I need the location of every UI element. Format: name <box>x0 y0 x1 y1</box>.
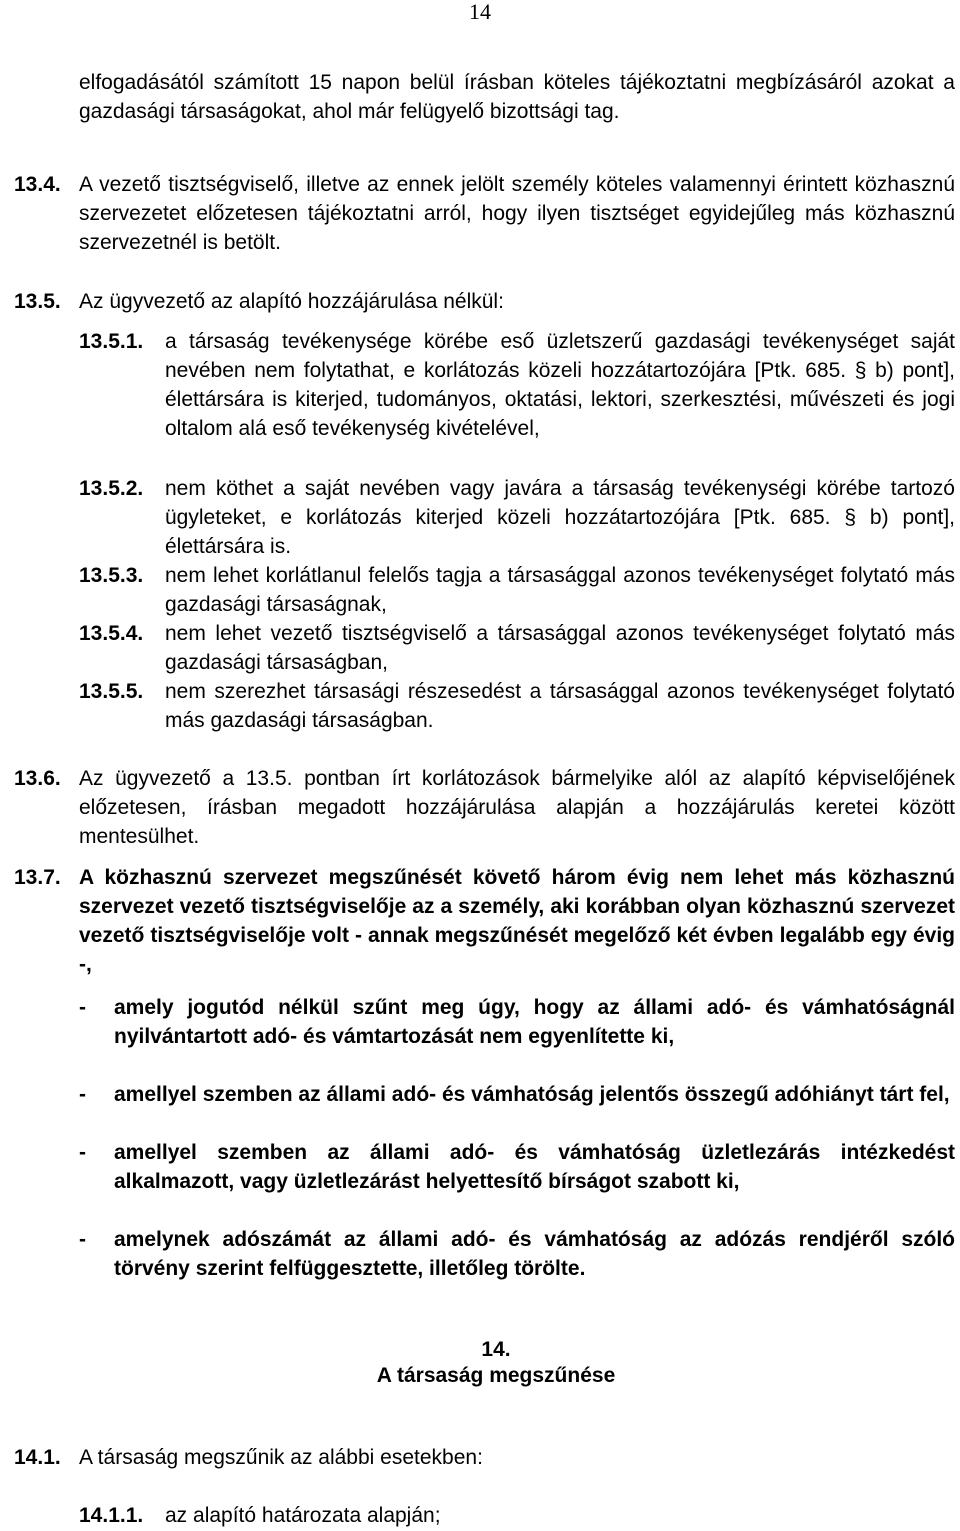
item-13-5-4-text: nem lehet vezető tisztségviselő a társasággal azonos tevékenységet folytató más gazdasági társaságban, <box>165 622 955 674</box>
list-dash: - <box>79 1228 86 1251</box>
chapter-number: 14. <box>481 1338 511 1361</box>
item-13-5-2-text: nem köthet a saját nevében vagy javára a társaság tevékenységi körébe tartozó ügyleteket, e korlátozás kiterjed közeli hozzátartozójára [Ptk. 685. § b) pont], élettársára is. <box>165 477 955 558</box>
item-13-5-1-number: 13.5.1. <box>79 330 144 353</box>
list-dash: - <box>79 996 86 1019</box>
section-13-4-number: 13.4. <box>14 173 61 196</box>
section-14-1-number: 14.1. <box>14 1446 61 1469</box>
item-13-5-1-text: a társaság tevékenysége körébe eső üzletszerű gazdasági tevékenységet saját nevében nem folytathat, e korlátozás közeli hozzátartozójára [Ptk. 685. § b) pont], élettársára is kiterjed, tudományos, oktatási, lektori, szerkesztési, művészeti és jogi oltalom alá eső tevékenység kivételével, <box>165 330 955 440</box>
item-13-5-3-number: 13.5.3. <box>79 564 144 587</box>
section-14-1-text: A társaság megszűnik az alábbi esetekben: <box>79 1446 483 1469</box>
list-dash: - <box>79 1141 86 1164</box>
list-item: amellyel szemben az állami adó- és vámhatóság üzletlezárás intézkedést alkalmazott, vagy üzletlezárást helyettesítő bírságot szabott ki, <box>114 1141 955 1193</box>
page-number: 14 <box>469 0 491 24</box>
section-13-7-number: 13.7. <box>14 866 61 889</box>
section-13-5-number: 13.5. <box>14 290 61 313</box>
list-dash: - <box>79 1083 86 1106</box>
list-item: amelynek adószámát az állami adó- és vámhatóság az adózás rendjéről szóló törvény szerint felfüggesztette, illetőleg törölte. <box>114 1228 955 1280</box>
item-13-5-4-number: 13.5.4. <box>79 622 144 645</box>
section-13-6-number: 13.6. <box>14 767 61 790</box>
chapter-title: A társaság megszűnése <box>376 1364 616 1387</box>
item-14-1-1-number: 14.1.1. <box>79 1504 144 1527</box>
item-13-5-5-number: 13.5.5. <box>79 680 144 703</box>
section-13-4-text: A vezető tisztségviselő, illetve az ennek jelölt személy köteles valamennyi érintett közhasznú szervezetet előzetesen tájékoztatni arról, hogy ilyen tisztséget egyidejűleg más közhasznú szervezetnél is betölt. <box>79 173 955 254</box>
item-14-1-1-text: az alapító határozata alapján; <box>165 1504 441 1527</box>
section-13-6-text: Az ügyvezető a 13.5. pontban írt korlátozások bármelyike alól az alapító képviselőjének előzetesen, írásban megadott hozzájárulása alapján a hozzájárulás keretei között mentesülhet. <box>79 767 955 848</box>
intro-paragraph: elfogadásától számított 15 napon belül írásban köteles tájékoztatni megbízásáról azokat a gazdasági társaságokat, ahol már felügyelő bizottsági tag. <box>79 71 955 123</box>
item-13-5-3-text: nem lehet korlátlanul felelős tagja a társasággal azonos tevékenységet folytató más gazdasági társaságnak, <box>165 564 955 616</box>
section-13-5-text: Az ügyvezető az alapító hozzájárulása nélkül: <box>79 290 504 313</box>
section-13-7-text: A közhasznú szervezet megszűnését követő három évig nem lehet más közhasznú szervezet vezető tisztségviselője az a személy, aki korábban olyan közhasznú szervezet vezető tisztségviselője volt - annak megszűnését megelőző két évben legalább egy évig -, <box>79 866 955 976</box>
list-item: amellyel szemben az állami adó- és vámhatóság jelentős összegű adóhiányt tárt fel, <box>114 1083 950 1106</box>
list-item: amely jogutód nélkül szűnt meg úgy, hogy az állami adó- és vámhatóságnál nyilvántartott adó- és vámtartozását nem egyenlítette ki, <box>114 996 955 1048</box>
item-13-5-5-text: nem szerezhet társasági részesedést a társasággal azonos tevékenységet folytató más gazdasági társaságban. <box>165 680 955 732</box>
item-13-5-2-number: 13.5.2. <box>79 477 144 500</box>
